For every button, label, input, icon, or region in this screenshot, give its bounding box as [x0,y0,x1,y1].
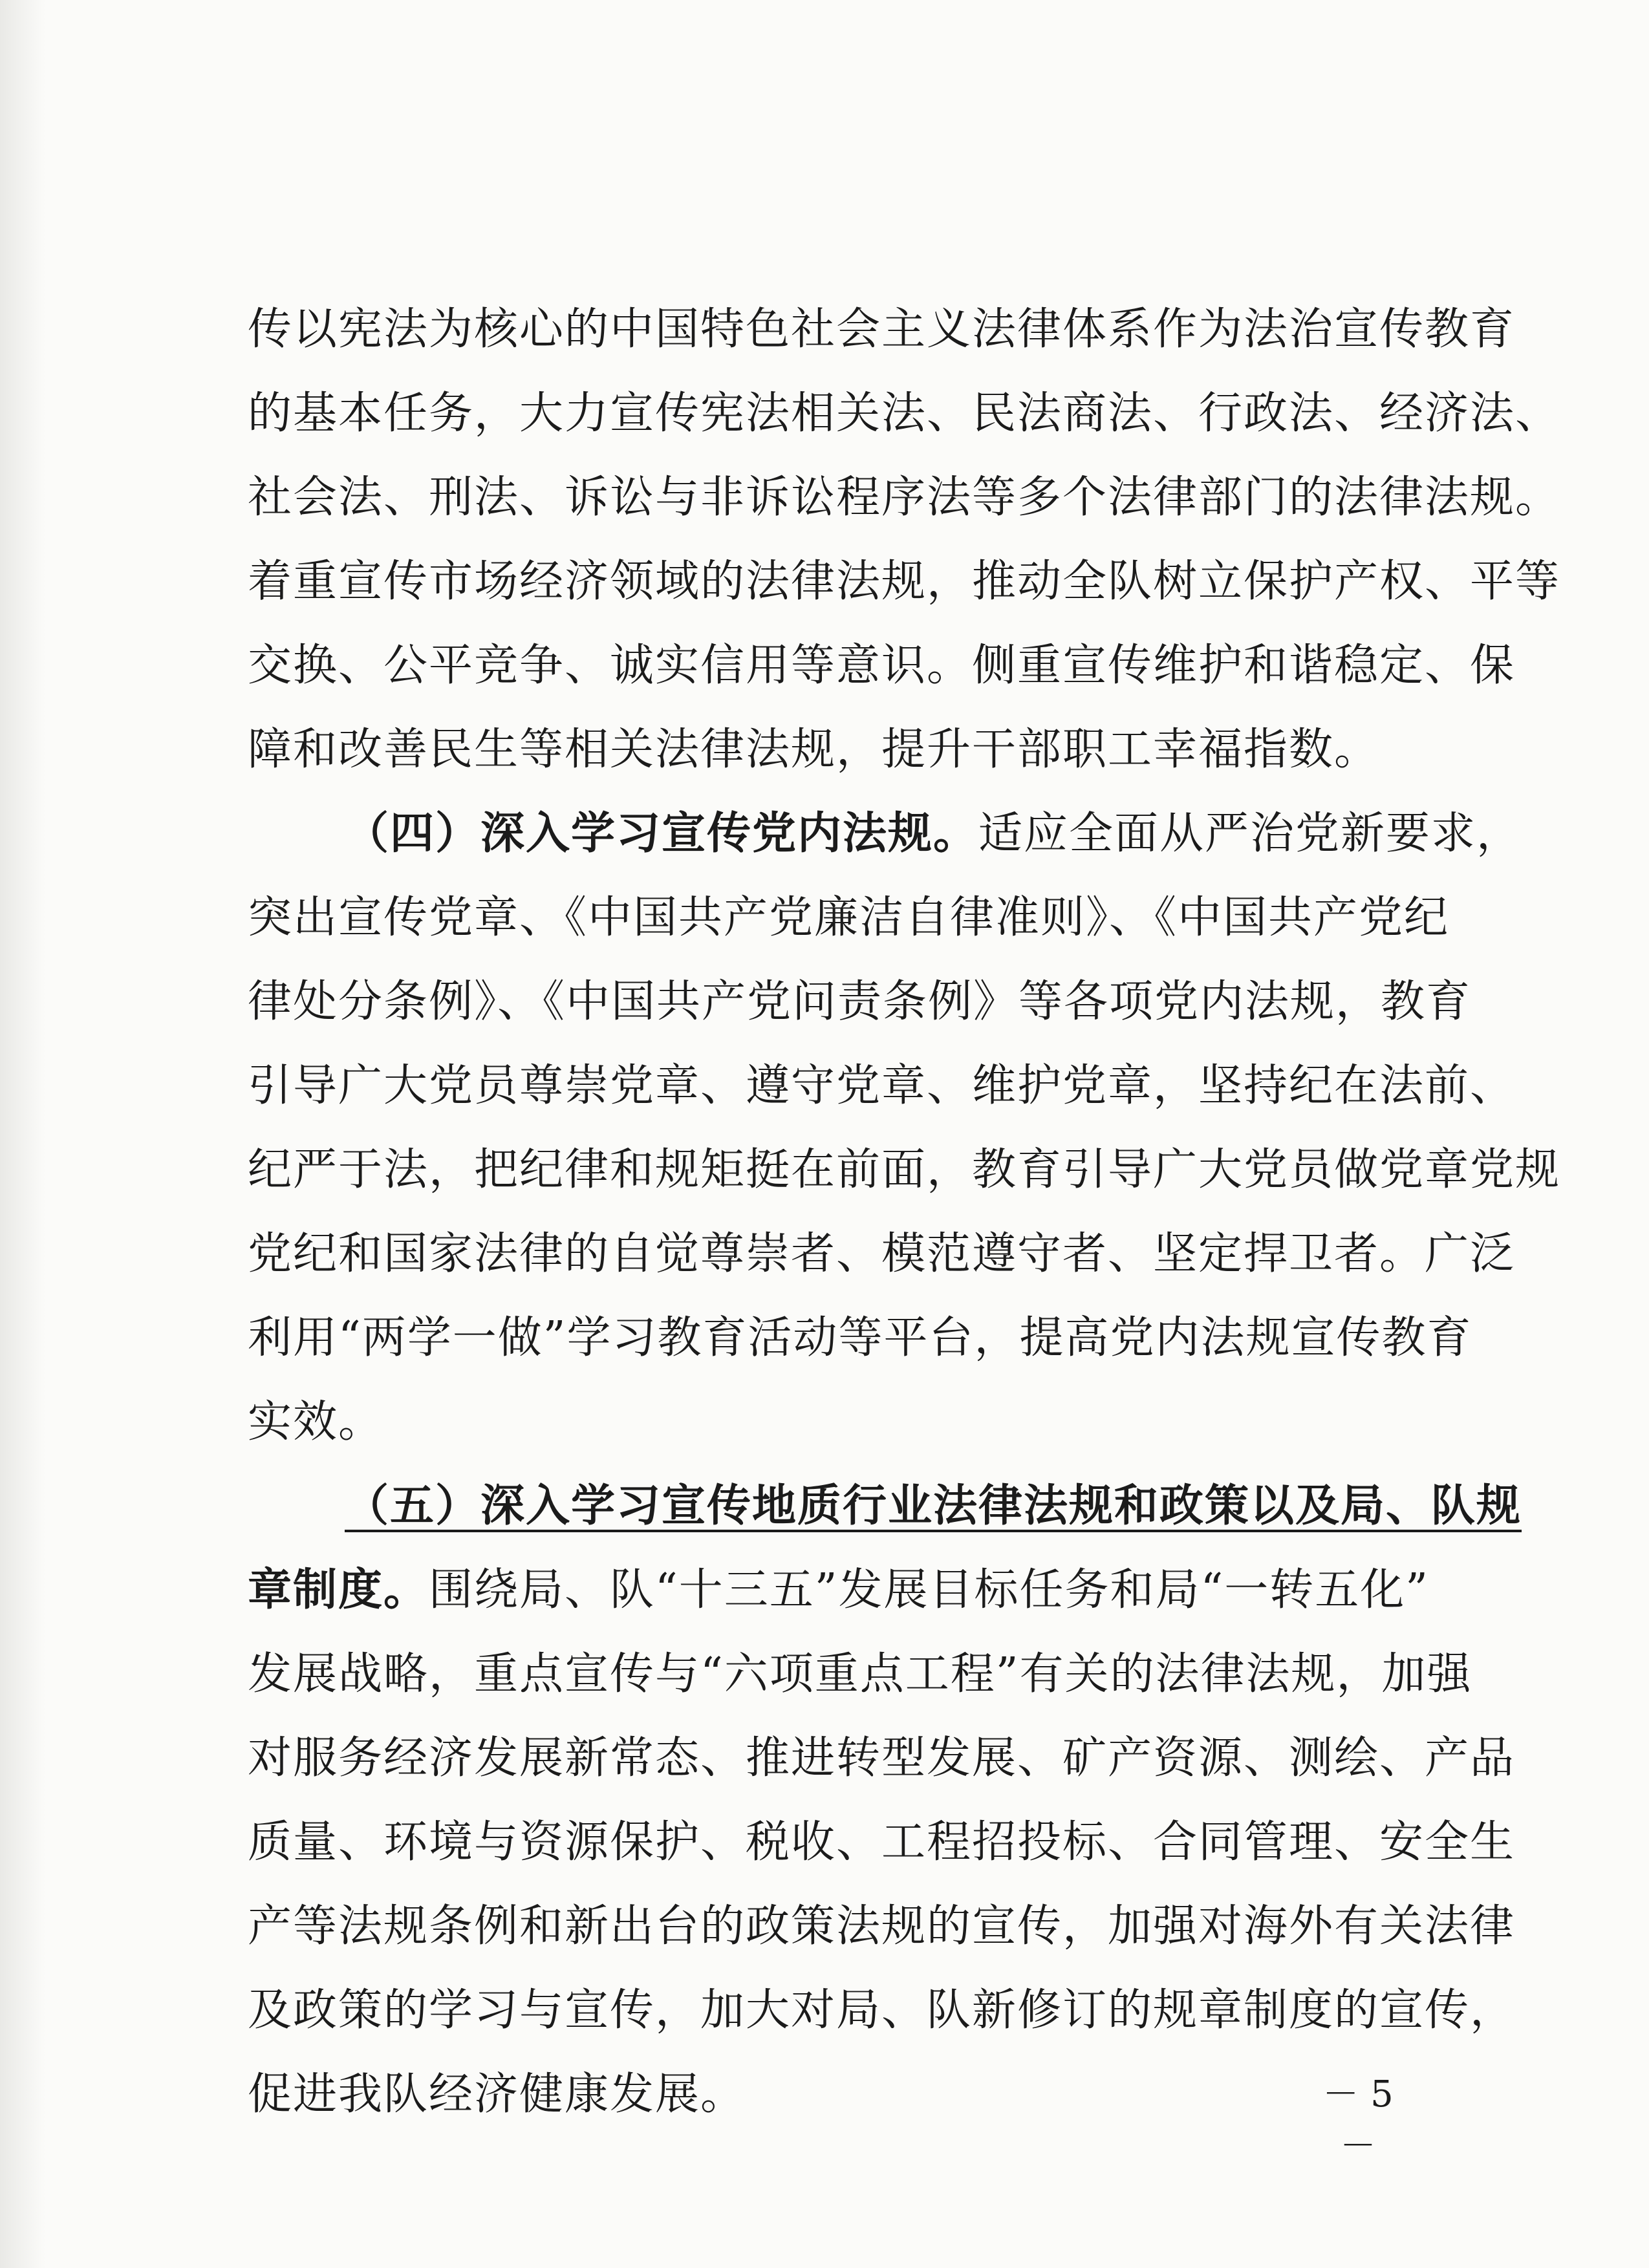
text-line: 利用“两学一做”学习教育活动等平台，提高党内法规宣传教育 [248,1312,1472,1364]
section-5-second-line [248,1548,1444,1632]
text-line: 着重宣传市场经济领域的法律法规，推动全队树立保护产权、平等 [248,556,1561,607]
text-line: 发展战略，重点宣传与“六项重点工程”有关的法律法规，加强 [248,1649,1472,1700]
section-4-first-line [248,792,1522,876]
page-number: － 5 － [1322,2073,1394,2167]
section-4-heading: （四）深入学习宣传党内法规。 [345,808,979,859]
text-line: 的基本任务，大力宣传宪法相关法、民法商法、行政法、经济法、 [248,388,1561,439]
text-line: 引导广大党员尊崇党章、遵守党章、维护党章，坚持纪在法前、 [248,1060,1516,1111]
text-line: 纪严于法，把纪律和规矩挺在前面，教育引导广大党员做党章党规 [248,1144,1561,1195]
text-line: 质量、环境与资源保护、税收、工程招投标、合同管理、安全生 [248,1817,1516,1868]
section-5-heading: （五）深入学习宣传地质行业法律法规和政策以及局、队规 [345,1481,1522,1532]
text-line: 社会法、刑法、诉讼与非诉讼程序法等多个法律部门的法律法规。 [248,472,1561,523]
text-line: 促进我队经济健康发展。 [248,2069,746,2120]
section-5-heading-line-1 [248,1464,1522,1548]
section-5-heading-end: 章制度。 [248,1565,429,1616]
section-5-heading-rest: 围绕局、队“十三五”发展目标任务和局“一转五化” [429,1565,1430,1616]
text-line: 实效。 [248,1396,384,1448]
text-line: 对服务经济发展新常态、推进转型发展、矿产资源、测绘、产品 [248,1733,1516,1784]
text-line: 突出宣传党章、《中国共产党廉洁自律准则》、《中国共产党纪 [248,892,1450,943]
text-line: 障和改善民生等相关法律法规，提升干部职工幸福指数。 [248,724,1380,775]
body-text [248,288,1561,2137]
text-line: 及政策的学习与宣传，加大对局、队新修订的规章制度的宣传， [248,1985,1516,2036]
text-line: 党纪和国家法律的自觉尊崇者、模范遵守者、坚定捍卫者。广泛 [248,1228,1516,1279]
text-line: 传以宪法为核心的中国特色社会主义法律体系作为法治宣传教育 [248,304,1516,355]
text-line: 交换、公平竞争、诚实信用等意识。侧重宣传维护和谐稳定、保 [248,640,1516,691]
text-line: 产等法规条例和新出台的政策法规的宣传，加强对海外有关法律 [248,1901,1516,1952]
section-4-heading-rest: 适应全面从严治党新要求， [978,808,1522,859]
text-line: 律处分条例》、《中国共产党问责条例》等各项党内法规，教育 [248,976,1472,1027]
